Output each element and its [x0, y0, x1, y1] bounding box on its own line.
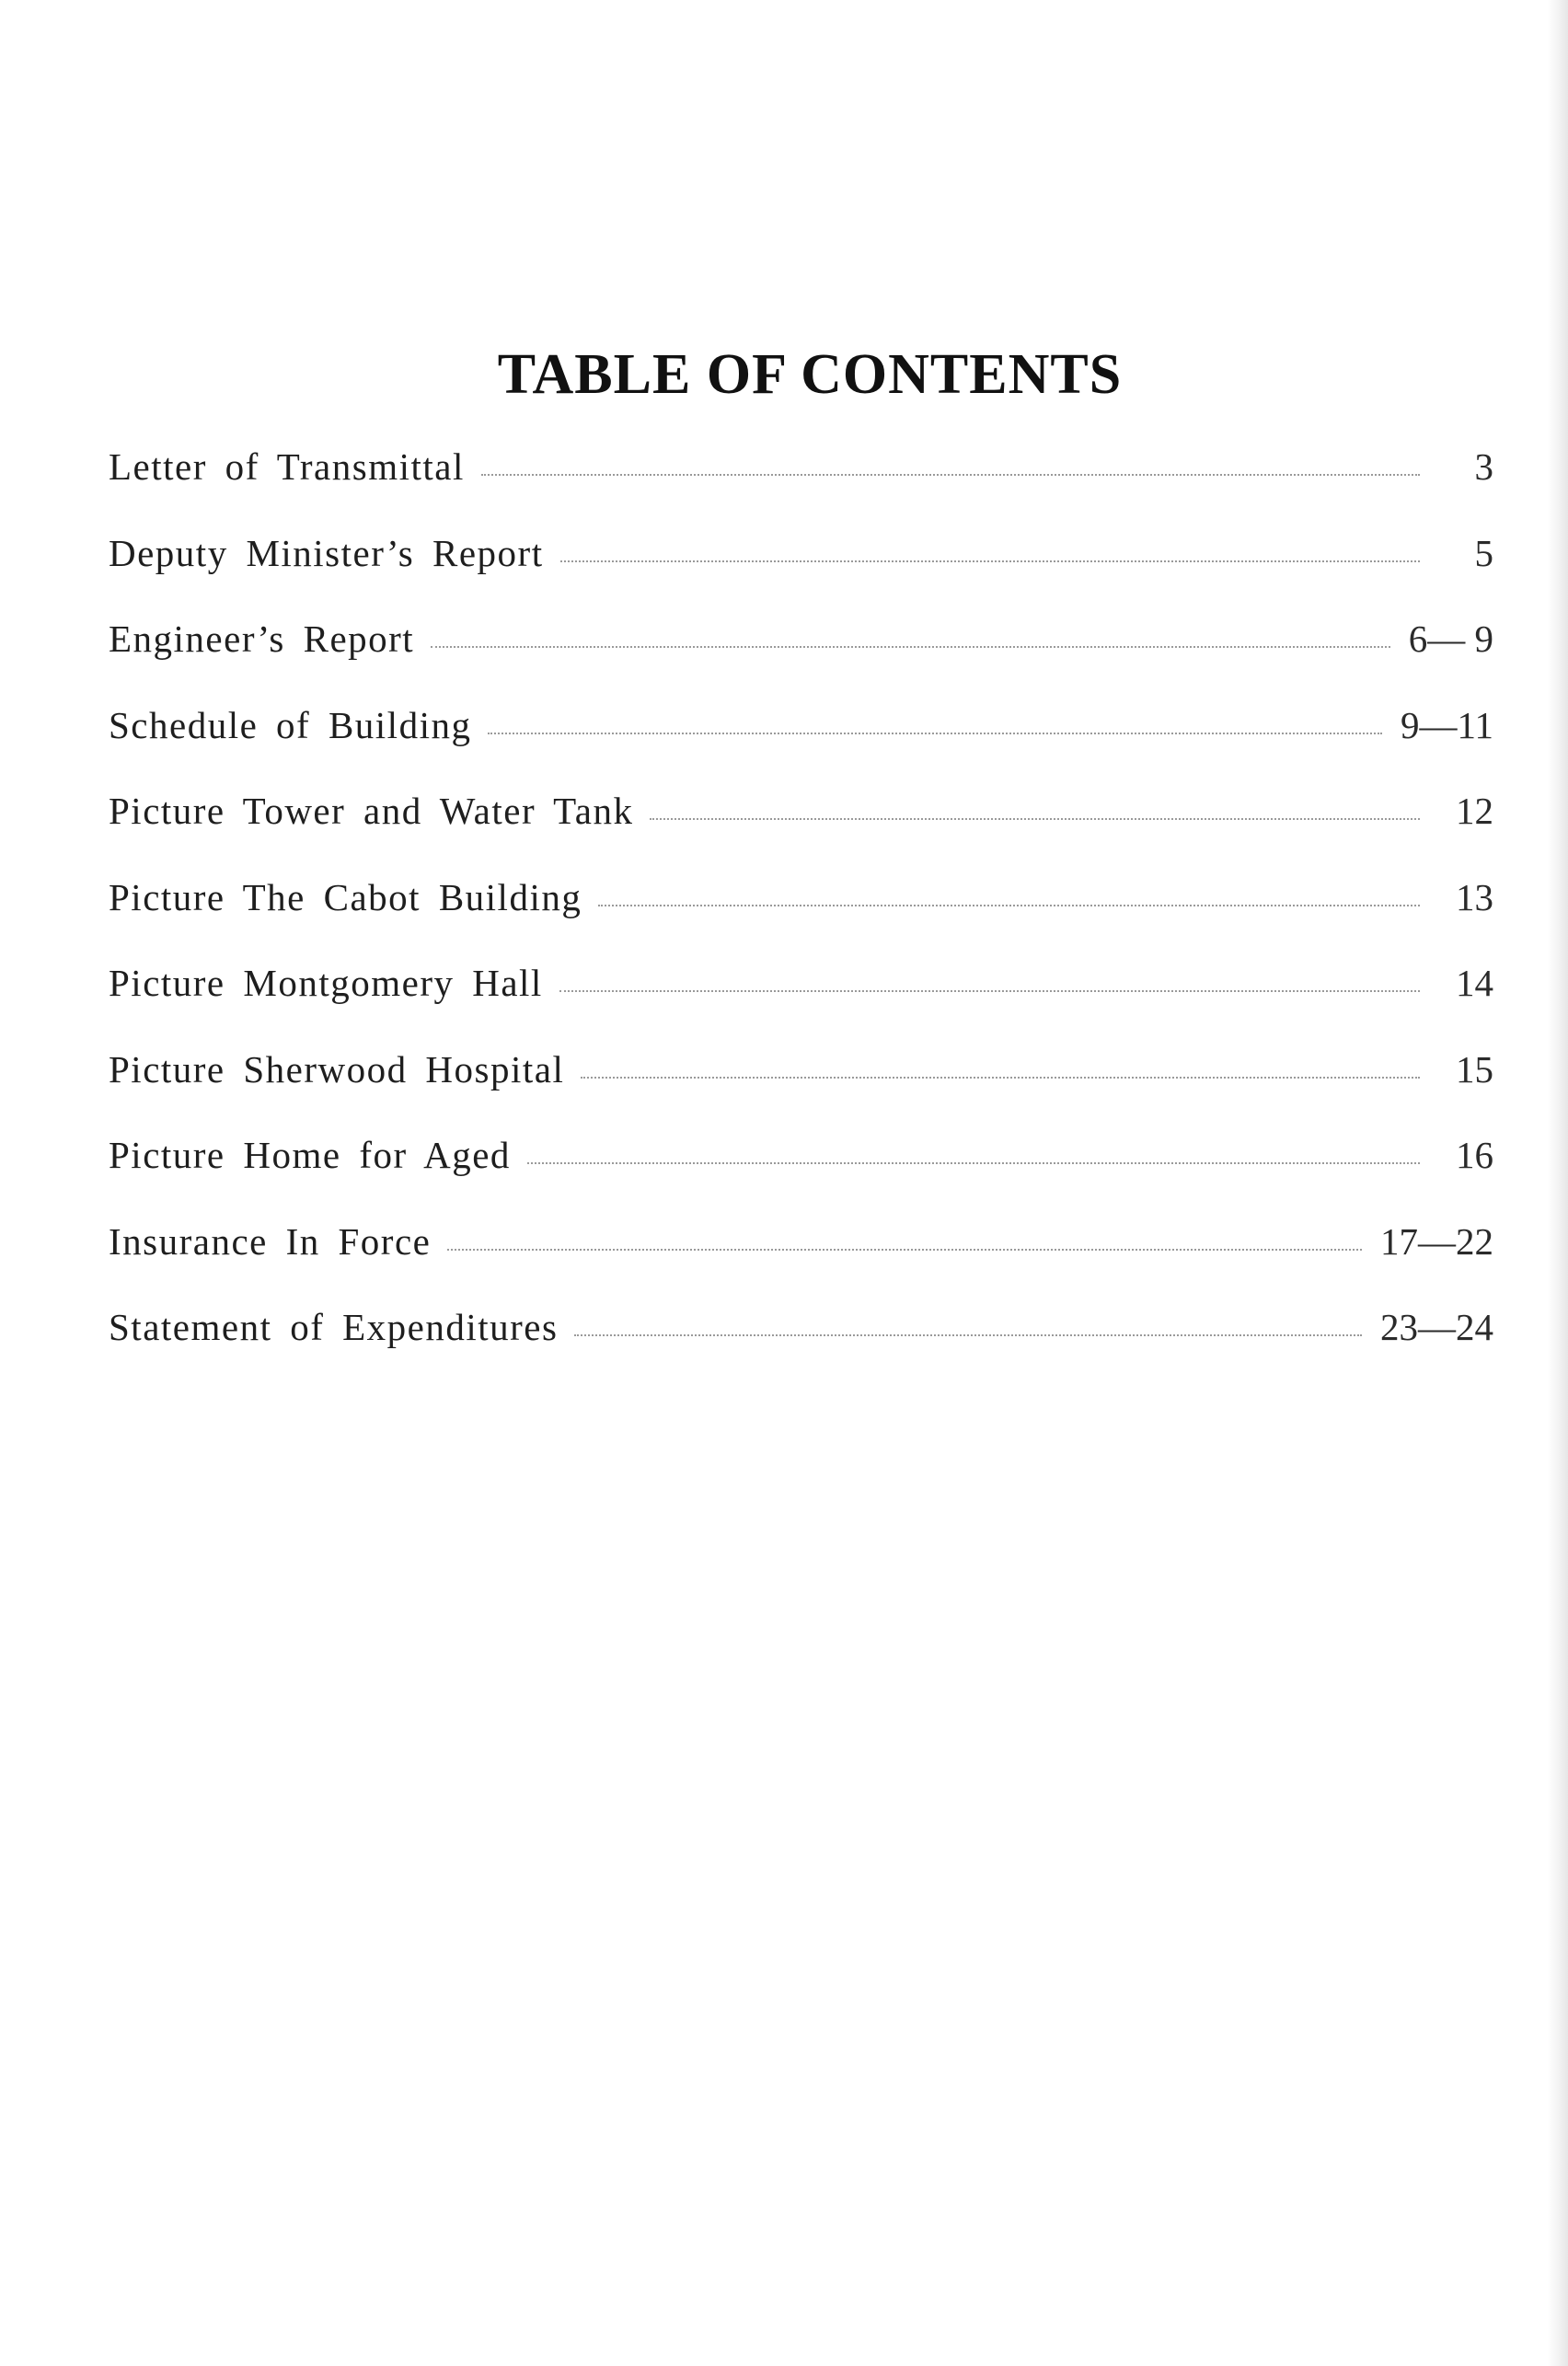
- toc-entry: [109, 444, 1493, 531]
- toc-entry-page: 12: [1456, 790, 1493, 832]
- toc-entry-label: Letter of Transmittal: [109, 445, 465, 488]
- toc-entry: [109, 1305, 1493, 1391]
- toc-entry-label: Deputy Minister’s Report: [109, 531, 544, 574]
- toc-entry-page: 16: [1456, 1134, 1493, 1176]
- dot-leader: [447, 1249, 1362, 1251]
- toc-entry-label: Schedule of Building: [109, 703, 472, 746]
- dot-leader: [650, 818, 1420, 820]
- toc-entry: [109, 617, 1493, 703]
- toc-entry-label: Engineer’s Report: [109, 617, 415, 660]
- dot-leader: [431, 646, 1390, 648]
- dot-leader: [559, 990, 1420, 992]
- toc-entry-label: Picture Home for Aged: [109, 1134, 511, 1176]
- toc-entry: [109, 789, 1493, 875]
- toc-entry-page: 3: [1474, 445, 1493, 488]
- toc-entry: [109, 1133, 1493, 1219]
- toc-entry-page: 6— 9: [1408, 617, 1493, 660]
- toc-entry-page: 14: [1456, 962, 1493, 1004]
- toc-entry-page: 23—24: [1380, 1306, 1493, 1348]
- toc-entry: [109, 875, 1493, 962]
- toc-entry-page: 13: [1456, 875, 1493, 918]
- toc-entry-label: Insurance In Force: [109, 1219, 432, 1263]
- toc-entry: [109, 531, 1493, 617]
- toc-entry-label: Statement of Expenditures: [109, 1306, 559, 1348]
- dot-leader: [488, 733, 1382, 734]
- dot-leader: [574, 1334, 1362, 1336]
- dot-leader: [598, 905, 1420, 906]
- dot-leader: [581, 1077, 1420, 1079]
- toc-entry-label: Picture The Cabot Building: [109, 875, 582, 918]
- dot-leader: [527, 1162, 1420, 1164]
- toc-entry: [109, 703, 1493, 790]
- toc-entry-label: Picture Sherwood Hospital: [109, 1047, 565, 1091]
- toc-entry: [109, 961, 1493, 1047]
- dot-leader: [481, 474, 1420, 476]
- dot-leader: [560, 560, 1420, 562]
- toc-entry-page: 17—22: [1380, 1219, 1493, 1263]
- toc-entry: [109, 1047, 1493, 1134]
- toc-entry-label: Picture Tower and Water Tank: [109, 790, 634, 832]
- toc-entry: [109, 1219, 1493, 1306]
- toc-entry-label: Picture Montgomery Hall: [109, 962, 543, 1004]
- toc-entry-page: 15: [1456, 1047, 1493, 1091]
- toc-list: [109, 444, 1493, 1391]
- page-title: TABLE OF CONTENTS: [497, 343, 1123, 406]
- toc-entry-page: 9—11: [1401, 703, 1493, 746]
- toc-entry-page: 5: [1474, 531, 1493, 574]
